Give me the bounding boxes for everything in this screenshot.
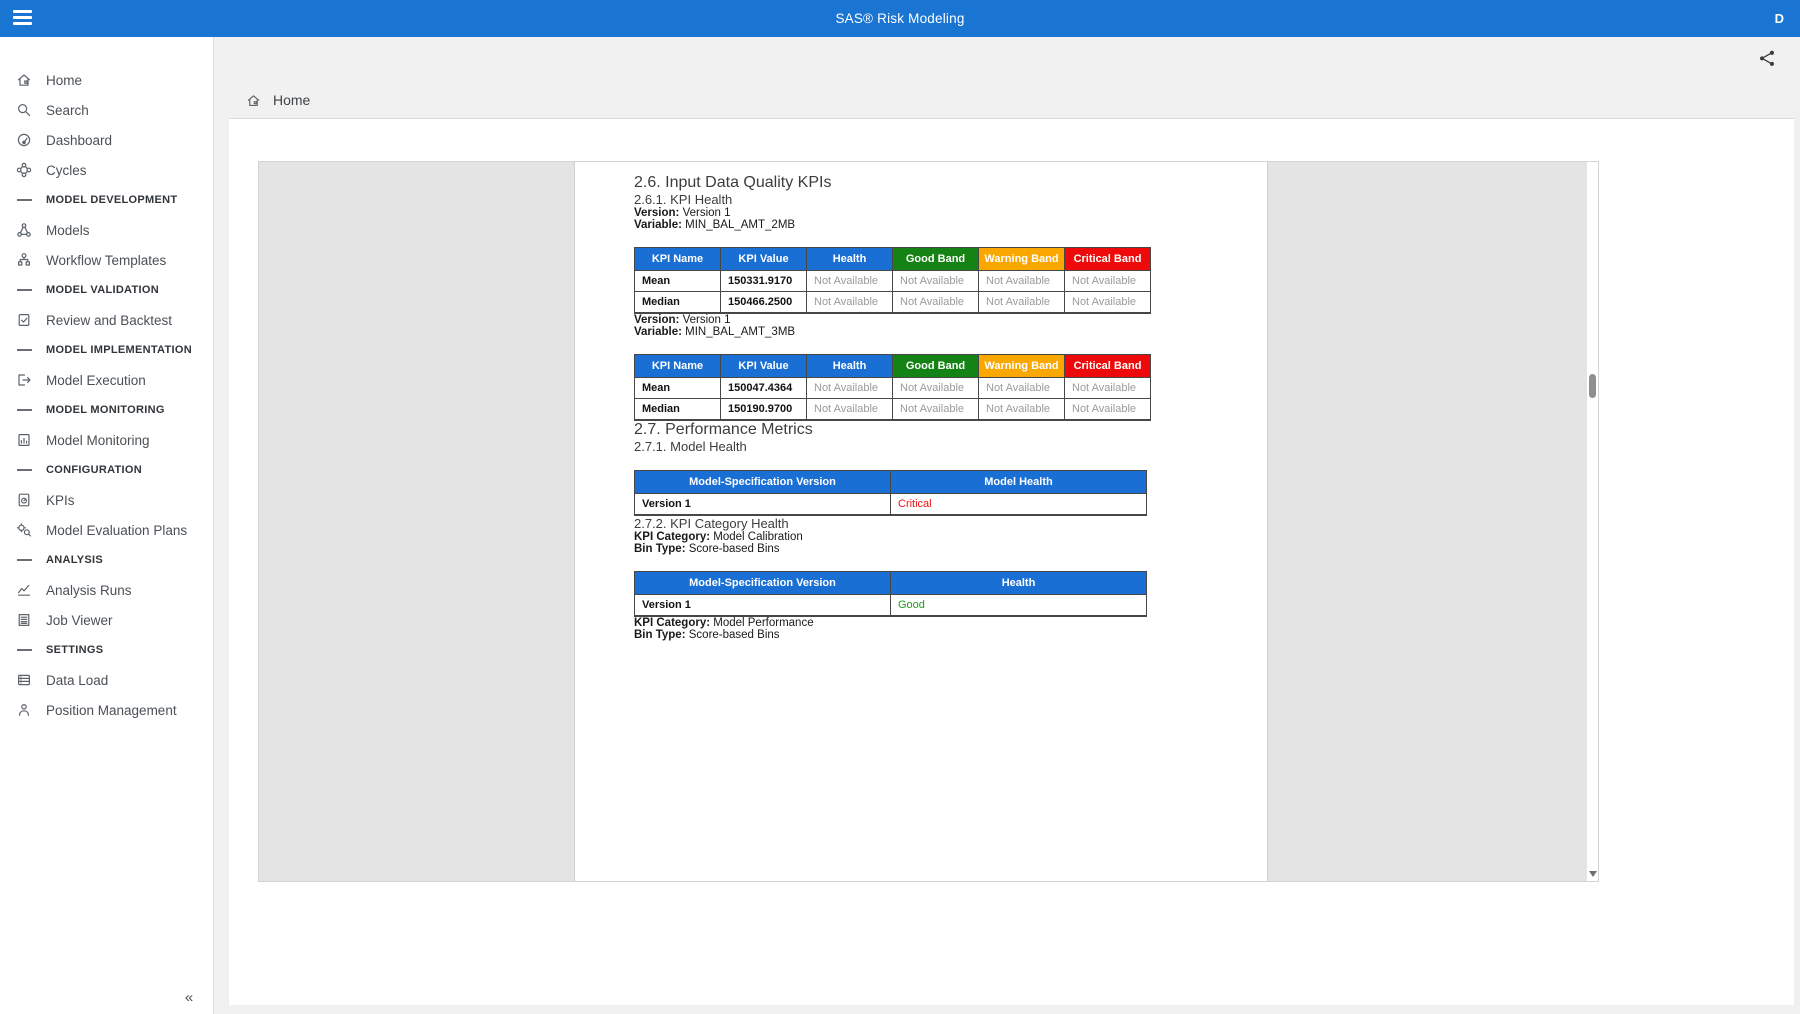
report-page [574, 162, 1268, 881]
col-header: Model-Specification Version [635, 572, 891, 595]
sidebar-item-label: Models [46, 222, 90, 238]
col-header: Warning Band [979, 248, 1065, 271]
sidebar-item-label: Position Management [46, 702, 177, 718]
model-health-table [634, 470, 1147, 516]
section-dash-icon [15, 641, 33, 659]
sidebar-item-position-management[interactable] [0, 695, 213, 725]
sidebar-item-dashboard[interactable] [0, 125, 213, 155]
section-dash-icon [15, 341, 33, 359]
dashboard-icon [15, 131, 33, 149]
sidebar-item-search[interactable] [0, 95, 213, 125]
scrollbar-down-arrow-icon[interactable] [1589, 871, 1597, 877]
sidebar-item-label: Home [46, 72, 83, 88]
model-health-status: Critical [891, 494, 1147, 516]
share-icon[interactable] [1758, 49, 1778, 69]
home-icon [15, 71, 33, 89]
model-execution-icon [15, 371, 33, 389]
col-header: Health [807, 355, 893, 378]
models-icon [15, 221, 33, 239]
workflow-templates-icon [15, 251, 33, 269]
col-header: Health [807, 248, 893, 271]
report-viewer [258, 161, 1599, 882]
section-heading-2-6: 2.6. Input Data Quality KPIs [634, 174, 832, 191]
sidebar-item-job-viewer[interactable] [0, 605, 213, 635]
kpi-category-health-table [634, 571, 1147, 617]
sidebar-item-cycles[interactable] [0, 155, 213, 185]
window-scrollbar[interactable] [1794, 37, 1800, 1014]
sidebar-section-label: MODEL MONITORING [46, 404, 165, 416]
sidebar-section-label: MODEL VALIDATION [46, 284, 159, 296]
section-heading-2-7: 2.7. Performance Metrics [634, 421, 813, 438]
sidebar-section-model-validation [0, 275, 213, 305]
main-area [215, 37, 1800, 1014]
sidebar-section-label: ANALYSIS [46, 554, 104, 566]
table-row: Version 1 Critical [635, 494, 1147, 516]
table-row: Median 150190.9700 Not Available Not Available Not Available Not Available [635, 399, 1151, 421]
data-load-icon [15, 671, 33, 689]
home-icon [246, 93, 261, 108]
col-header: Health [891, 572, 1147, 595]
variable-line: Variable: MIN_BAL_AMT_3MB [634, 326, 796, 338]
sidebar-section-label: MODEL IMPLEMENTATION [46, 344, 192, 356]
sidebar-item-review-and-backtest[interactable] [0, 305, 213, 335]
kpi-health-table-1 [634, 247, 1151, 314]
sidebar-item-models[interactable] [0, 215, 213, 245]
breadcrumb-home[interactable] [246, 92, 310, 108]
sidebar-item-workflow-templates[interactable] [0, 245, 213, 275]
kpi-health-table-2 [634, 354, 1151, 421]
sidebar-section-label: SETTINGS [46, 644, 104, 656]
col-header: KPI Value [721, 248, 807, 271]
job-viewer-icon [15, 611, 33, 629]
section-dash-icon [15, 191, 33, 209]
viewer-scrollbar[interactable] [1586, 162, 1598, 881]
user-avatar[interactable]: D [1774, 11, 1784, 26]
position-management-icon [15, 701, 33, 719]
sidebar-item-kpis[interactable] [0, 485, 213, 515]
col-header: KPI Name [635, 248, 721, 271]
cycles-icon [15, 161, 33, 179]
sidebar-item-label: Model Execution [46, 372, 146, 388]
section-dash-icon [15, 551, 33, 569]
sidebar-item-data-load[interactable] [0, 665, 213, 695]
content-panel [229, 119, 1800, 1005]
version-line: Version: Version 1 [634, 314, 731, 326]
sidebar-section-label: CONFIGURATION [46, 464, 142, 476]
breadcrumb-label: Home [273, 92, 311, 108]
kpi-category-line: KPI Category: Model Performance [634, 617, 814, 629]
sidebar-item-label: Model Evaluation Plans [46, 522, 188, 538]
table-row: Mean 150047.4364 Not Available Not Available Not Available Not Available [635, 378, 1151, 399]
sidebar [0, 37, 214, 1014]
app-title: SAS® Risk Modeling [835, 11, 965, 26]
col-header: KPI Name [635, 355, 721, 378]
section-heading-2-7-1: 2.7.1. Model Health [634, 439, 747, 454]
col-header: Good Band [893, 248, 979, 271]
sidebar-section-model-implementation [0, 335, 213, 365]
sidebar-section-label: MODEL DEVELOPMENT [46, 194, 178, 206]
sidebar-section-analysis [0, 545, 213, 575]
bin-type-line: Bin Type: Score-based Bins [634, 629, 780, 641]
section-dash-icon [15, 401, 33, 419]
kpis-icon [15, 491, 33, 509]
sidebar-collapse-button[interactable]: « [184, 988, 194, 1006]
kpi-category-line: KPI Category: Model Calibration [634, 531, 803, 543]
sidebar-item-label: KPIs [46, 492, 75, 508]
sidebar-item-home[interactable] [0, 65, 213, 95]
table-row: Median 150466.2500 Not Available Not Available Not Available Not Available [635, 292, 1151, 314]
sidebar-section-settings [0, 635, 213, 665]
sidebar-section-model-monitoring [0, 395, 213, 425]
analysis-runs-icon [15, 581, 33, 599]
col-header: KPI Value [721, 355, 807, 378]
bin-type-line: Bin Type: Score-based Bins [634, 543, 780, 555]
sidebar-section-configuration [0, 455, 213, 485]
sidebar-item-label: Cycles [46, 162, 87, 178]
col-header: Critical Band [1065, 355, 1151, 378]
review-backtest-icon [15, 311, 33, 329]
version-line: Version: Version 1 [634, 207, 731, 219]
table-row: Mean 150331.9170 Not Available Not Available Not Available Not Available [635, 271, 1151, 292]
sidebar-item-label: Search [46, 102, 89, 118]
section-dash-icon [15, 281, 33, 299]
section-heading-2-7-2: 2.7.2. KPI Category Health [634, 516, 789, 531]
sidebar-item-label: Job Viewer [46, 612, 113, 628]
kpi-category-health-status: Good [891, 595, 1147, 617]
sidebar-item-label: Review and Backtest [46, 312, 173, 328]
section-heading-2-6-1: 2.6.1. KPI Health [634, 192, 733, 207]
col-header: Good Band [893, 355, 979, 378]
section-dash-icon [15, 461, 33, 479]
variable-line: Variable: MIN_BAL_AMT_2MB [634, 219, 796, 231]
col-header: Model Health [891, 471, 1147, 494]
col-header: Critical Band [1065, 248, 1151, 271]
sidebar-item-model-execution[interactable] [0, 365, 213, 395]
app-bar [0, 0, 1800, 37]
sidebar-item-model-monitoring[interactable] [0, 425, 213, 455]
search-icon [15, 101, 33, 119]
col-header: Warning Band [979, 355, 1065, 378]
sidebar-item-label: Data Load [46, 672, 109, 688]
sidebar-item-label: Model Monitoring [46, 432, 150, 448]
sidebar-item-model-evaluation-plans[interactable] [0, 515, 213, 545]
table-row: Version 1 Good [635, 595, 1147, 617]
model-evaluation-plans-icon [15, 521, 33, 539]
sidebar-item-label: Workflow Templates [46, 252, 167, 268]
col-header: Model-Specification Version [635, 471, 891, 494]
model-monitoring-icon [15, 431, 33, 449]
sidebar-item-analysis-runs[interactable] [0, 575, 213, 605]
scrollbar-thumb[interactable] [1589, 374, 1596, 398]
sidebar-item-label: Dashboard [46, 132, 113, 148]
sidebar-item-label: Analysis Runs [46, 582, 132, 598]
breadcrumb-bar [229, 37, 1800, 119]
sidebar-section-model-development [0, 185, 213, 215]
